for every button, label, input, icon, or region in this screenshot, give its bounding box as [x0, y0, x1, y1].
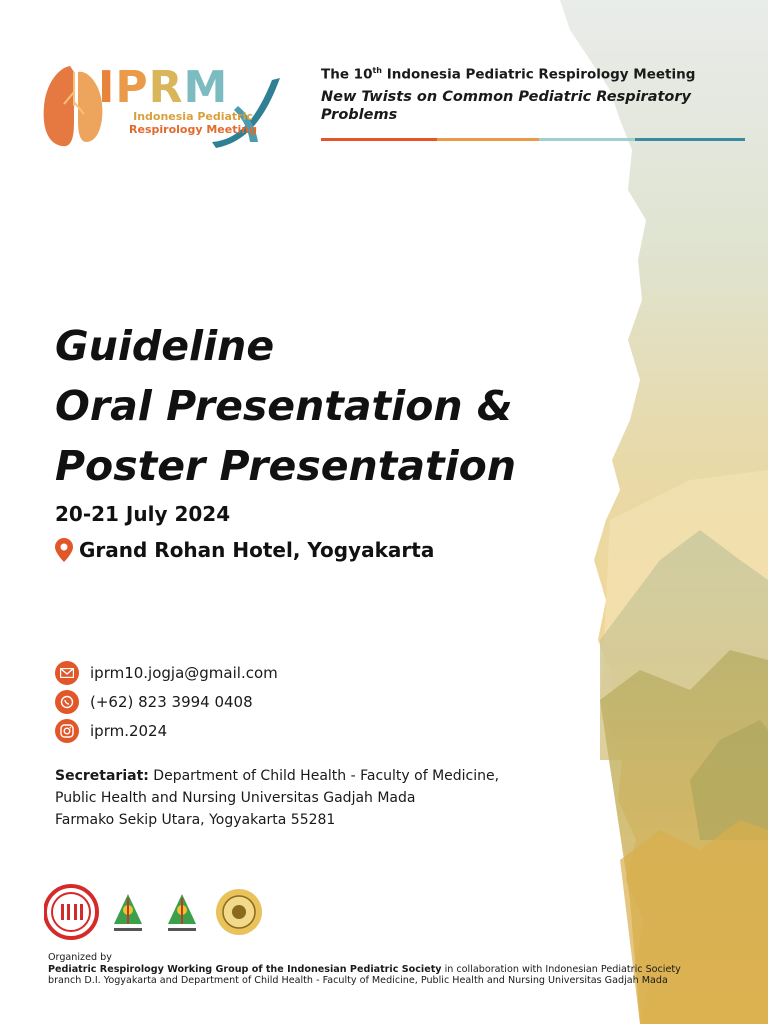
ukk-respirologi-logo-icon	[114, 894, 142, 931]
idai-logo-icon	[45, 886, 97, 938]
organized-by: Organized by Pediatric Respirology Working Group of the Indonesian Pediatric Society in collaboration with Indonesian Pediatric Society branch D.I. Yogyakarta and Department of Child Health - Faculty of Medicine, Public Health and Nursing Universitas Gadjah Mada	[48, 952, 681, 986]
location-pin-icon	[55, 538, 73, 562]
whatsapp-icon	[55, 690, 79, 714]
organizer-logos	[44, 884, 274, 940]
iprm-logo	[40, 60, 310, 152]
instagram-icon	[55, 719, 79, 743]
contact-instagram[interactable]	[55, 719, 167, 743]
meeting-title: The 10th Indonesia Pediatric Respirology Meeting	[321, 66, 696, 83]
color-divider-bar	[321, 138, 745, 141]
logo-subtitle: Indonesia Pediatric Respirology Meeting	[129, 110, 257, 136]
secretariat-address: Secretariat: Department of Child Health - Faculty of Medicine, Public Health and Nursing Universitas Gadjah Mada Farmako Sekip Utara, Yogyakarta 55281	[55, 768, 500, 828]
email-text[interactable]: iprm10.jogja@gmail.com	[90, 664, 278, 682]
contact-email[interactable]	[55, 661, 278, 685]
event-venue: Grand Rohan Hotel, Yogyakarta	[55, 538, 434, 562]
contact-phone[interactable]	[55, 690, 253, 714]
email-icon	[55, 661, 79, 685]
page-title: Guideline Oral Presentation & Poster Presentation	[55, 322, 517, 490]
logo-wordmark: IPRM	[98, 62, 229, 113]
phone-text[interactable]: (+62) 823 3994 0408	[90, 693, 253, 711]
idai-yogyakarta-logo-icon	[168, 894, 196, 931]
instagram-text[interactable]: iprm.2024	[90, 722, 168, 740]
ugm-logo-icon	[216, 889, 262, 935]
meeting-theme: New Twists on Common Pediatric Respiratory Problems	[321, 89, 691, 123]
event-date: 20-21 July 2024	[55, 502, 231, 526]
